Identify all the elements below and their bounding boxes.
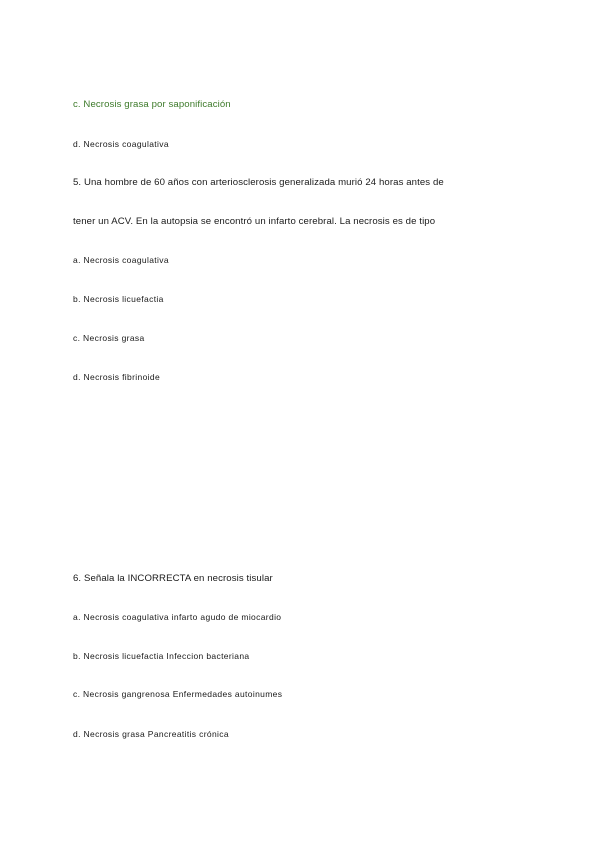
question-6-option-a: a. Necrosis coagulativa infarto agudo de miocardio: [73, 612, 282, 622]
question-5-stem-line-1: 5. Una hombre de 60 años con arteriosclerosis generalizada murió 24 horas antes de: [73, 177, 444, 188]
prev-question-option-c-correct: c. Necrosis grasa por saponificación: [73, 99, 231, 110]
question-6-option-d: d. Necrosis grasa Pancreatitis crónica: [73, 729, 229, 739]
question-6-option-b: b. Necrosis licuefactia Infeccion bacteriana: [73, 651, 250, 661]
question-5-option-c: c. Necrosis grasa: [73, 333, 145, 343]
question-5-option-d: d. Necrosis fibrinoide: [73, 372, 161, 382]
question-5-option-a: a. Necrosis coagulativa: [73, 255, 169, 265]
question-5-option-b: b. Necrosis licuefactia: [73, 294, 164, 304]
question-6-option-c: c. Necrosis gangrenosa Enfermedades autoinumes: [73, 689, 283, 699]
question-6-stem: 6. Señala la INCORRECTA en necrosis tisular: [73, 573, 273, 584]
question-5-stem-line-2: tener un ACV. En la autopsia se encontró un infarto cerebral. La necrosis es de tipo: [73, 216, 436, 227]
prev-question-option-d: d. Necrosis coagulativa: [73, 139, 169, 149]
